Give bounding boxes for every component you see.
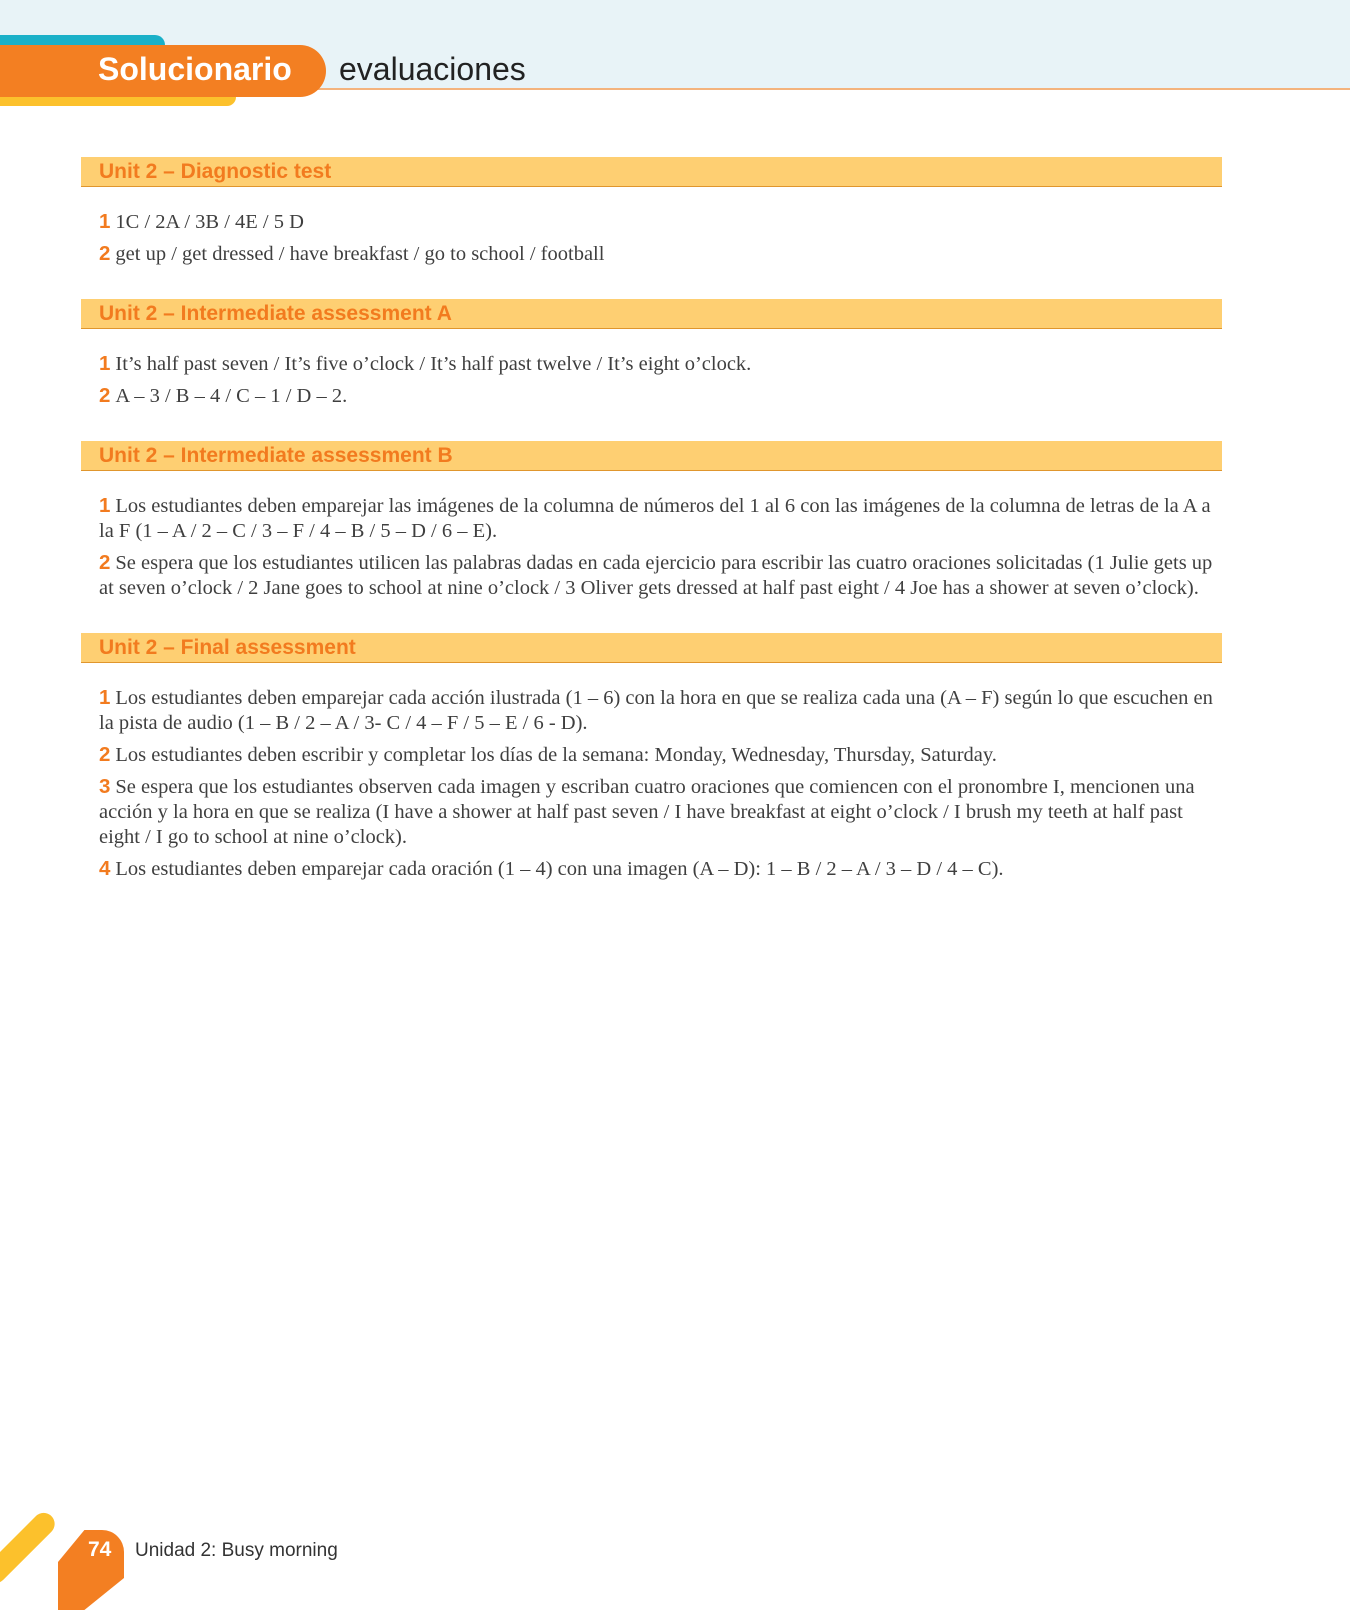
section-heading: Unit 2 – Diagnostic test (81, 157, 1222, 187)
answer-number: 2 (99, 384, 111, 407)
answer-text: 1C / 2A / 3B / 4E / 5 D (115, 211, 304, 233)
footer-yellow-stripe (0, 1508, 59, 1587)
answer-list (81, 493, 1222, 601)
answer-number: 1 (99, 210, 111, 233)
page-title: Solucionario (98, 51, 292, 87)
section-diagnostic-test (81, 157, 1222, 267)
answer-list (81, 209, 1222, 267)
answer-number: 3 (99, 775, 111, 798)
page-subtitle: evaluaciones (339, 51, 526, 87)
answer-item (99, 742, 1214, 768)
answer-number: 2 (99, 743, 111, 766)
footer-unit-label: Unidad 2: Busy morning (135, 1540, 338, 1561)
answer-text: Los estudiantes deben emparejar las imágenes de la columna de números del 1 al 6 con las imágenes de la columna de letras de la A a la F (1 – A / 2 – C / 3 – F / 4 – B / 5 – D / 6 – E). (99, 495, 1211, 542)
section-heading: Unit 2 – Intermediate assessment B (81, 441, 1222, 471)
section-intermediate-assessment-a (81, 299, 1222, 409)
answer-item (99, 209, 1214, 235)
section-heading: Unit 2 – Final assessment (81, 633, 1222, 663)
answer-key-content (81, 157, 1222, 914)
answer-item (99, 383, 1214, 409)
answer-text: It’s half past seven / It’s five o’clock / It’s half past twelve / It’s eight o’clock. (115, 353, 752, 375)
section-intermediate-assessment-b (81, 441, 1222, 601)
answer-item (99, 550, 1214, 601)
answer-text: Los estudiantes deben emparejar cada acción ilustrada (1 – 6) con la hora en que se realiza cada una (A – F) según lo que escuchen en la pista de audio (1 – B / 2 – A / 3- C / 4 – F / 5 – E / 6 - D). (99, 687, 1213, 734)
answer-item (99, 351, 1214, 377)
answer-number: 1 (99, 494, 111, 517)
answer-item (99, 685, 1214, 736)
answer-text: Los estudiantes deben emparejar cada oración (1 – 4) con una imagen (A – D): 1 – B / 2 – A / 3 – D / 4 – C). (115, 858, 1004, 880)
answer-item (99, 856, 1214, 882)
answer-text: Los estudiantes deben escribir y completar los días de la semana: Monday, Wednesday, Thursday, Saturday. (115, 744, 997, 766)
answer-item (99, 493, 1214, 544)
section-final-assessment (81, 633, 1222, 882)
answer-item (99, 241, 1214, 267)
answer-text: A – 3 / B – 4 / C – 1 / D – 2. (115, 385, 348, 407)
answer-text: get up / get dressed / have breakfast / go to school / football (115, 243, 605, 265)
answer-list (81, 685, 1222, 882)
answer-number: 1 (99, 352, 111, 375)
answer-number: 4 (99, 857, 111, 880)
answer-number: 2 (99, 242, 111, 265)
answer-list (81, 351, 1222, 409)
page-number: 74 (88, 1538, 112, 1561)
answer-number: 1 (99, 686, 111, 709)
answer-number: 2 (99, 551, 111, 574)
answer-item (99, 774, 1214, 850)
answer-text: Se espera que los estudiantes utilicen las palabras dadas en cada ejercicio para escribir las cuatro oraciones solicitadas (1 Julie gets up at seven o’clock / 2 Jane goes to school at nine o’clock / 3 Oliver gets dressed at half past eight / 4 Joe has a shower at seven o’clock). (99, 552, 1213, 599)
answer-text: Se espera que los estudiantes observen cada imagen y escriban cuatro oraciones que comiencen con el pronombre I, mencionen una acción y la hora en que se realiza (I have a shower at half past seven / I have breakfast at eight o’clock / I brush my teeth at half past eight / I go to school at nine o’clock). (99, 776, 1195, 848)
section-heading: Unit 2 – Intermediate assessment A (81, 299, 1222, 329)
